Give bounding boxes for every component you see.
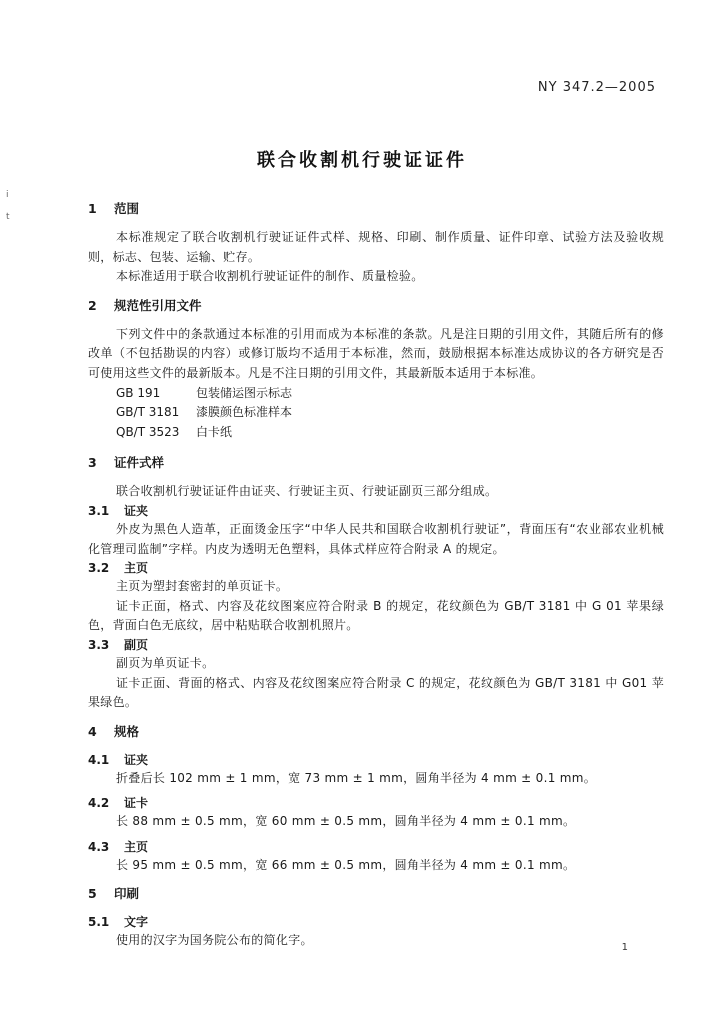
paragraph: 下列文件中的条款通过本标准的引用而成为本标准的条款。凡是注日期的引用文件，其随后所有的修改单（不包括勘误的内容）或修订版均不适用于本标准，然而，鼓励根据本标准达成协议的各方研究是否可使用这些文件的最新版本。凡是不注日期的引用文件，其最新版本适用于本标准。 xyxy=(88,326,664,380)
subsection-number: 5.1 xyxy=(88,915,110,930)
section-number: 4 xyxy=(88,723,97,739)
margin-mark: i xyxy=(6,190,9,200)
subsection-number: 4.1 xyxy=(88,752,110,767)
subsection-number: 4.2 xyxy=(88,796,110,811)
page-number: 1 xyxy=(621,942,628,953)
section-title: 证件式样 xyxy=(114,455,165,471)
paragraph: 长 88 mm ± 0.5 mm，宽 60 mm ± 0.5 mm，圆角半径为 4 mm ± 0.1 mm。 xyxy=(116,814,576,829)
section-number: 3 xyxy=(88,455,97,471)
section-number: 2 xyxy=(88,297,97,313)
section-number: 5 xyxy=(88,886,97,902)
subsection-title: 文字 xyxy=(124,915,149,930)
section-heading-2 xyxy=(88,297,664,315)
standard-code: NY 347.2—2005 xyxy=(537,80,656,95)
reference-item xyxy=(88,423,664,443)
subsection-title: 主页 xyxy=(124,561,149,576)
reference-name: 包装储运图示标志 xyxy=(196,385,293,400)
subsection-heading-4-1 xyxy=(88,751,664,769)
paragraph: 本标准规定了联合收割机行驶证证件式样、规格、印刷、制作质量、证件印章、试验方法及验收规则，标志、包装、运输、贮存。 xyxy=(88,230,664,264)
paragraph: 折叠后长 102 mm ± 1 mm，宽 73 mm ± 1 mm，圆角半径为 4 mm ± 0.1 mm。 xyxy=(116,770,597,785)
paragraph: 证卡正面、背面的格式、内容及花纹图案应符合附录 C 的规定，花纹颜色为 GB/T 3181 中 G01 苹果绿色。 xyxy=(88,675,664,710)
subsection-number: 3.1 xyxy=(88,503,110,518)
section-number: 1 xyxy=(88,201,97,216)
reference-name: 漆膜颜色标准样本 xyxy=(196,405,293,420)
subsection-title: 证卡 xyxy=(124,796,149,811)
subsection-title: 证夹 xyxy=(124,752,149,767)
paragraph: 联合收割机行驶证证件由证夹、行驶证主页、行驶证副页三部分组成。 xyxy=(116,484,498,499)
reference-item xyxy=(88,384,664,404)
paragraph: 证卡正面，格式、内容及花纹图案应符合附录 B 的规定，花纹颜色为 GB/T 3181 中 G 01 苹果绿色，背面白色无底纹，居中粘贴联合收割机照片。 xyxy=(88,598,664,633)
section-heading-1 xyxy=(88,200,664,218)
section-heading-3 xyxy=(88,454,664,472)
paragraph: 副页为单页证卡。 xyxy=(116,655,215,670)
subsection-heading-5-1 xyxy=(88,913,664,931)
subsection-title: 主页 xyxy=(124,839,149,854)
subsection-heading-3-3 xyxy=(88,636,664,654)
reference-code: QB/T 3523 xyxy=(116,424,180,439)
subsection-heading-3-2 xyxy=(88,559,664,577)
section-heading-4 xyxy=(88,723,664,741)
margin-mark: t xyxy=(6,212,10,222)
section-heading-5 xyxy=(88,885,664,903)
reference-code: GB 191 xyxy=(116,385,161,400)
subsection-heading-4-3 xyxy=(88,838,664,856)
reference-code: GB/T 3181 xyxy=(116,405,180,420)
section-title: 印刷 xyxy=(114,886,140,902)
paragraph: 使用的汉字为国务院公布的简化字。 xyxy=(116,933,313,948)
paragraph: 长 95 mm ± 0.5 mm，宽 66 mm ± 0.5 mm，圆角半径为 4 mm ± 0.1 mm。 xyxy=(116,857,576,872)
paragraph: 本标准适用于联合收割机行驶证证件的制作、质量检验。 xyxy=(116,269,424,284)
reference-item xyxy=(88,403,664,423)
subsection-number: 3.3 xyxy=(88,637,110,652)
section-title: 规范性引用文件 xyxy=(114,297,202,313)
subsection-heading-3-1 xyxy=(88,502,664,520)
section-title: 规格 xyxy=(114,723,140,739)
subsection-title: 证夹 xyxy=(124,503,149,518)
subsection-number: 4.3 xyxy=(88,839,110,854)
document-title: 联合收割机行驶证证件 xyxy=(257,150,467,171)
subsection-heading-4-2 xyxy=(88,794,664,812)
paragraph: 主页为塑封套密封的单页证卡。 xyxy=(116,579,289,594)
subsection-title: 副页 xyxy=(124,637,149,652)
subsection-number: 3.2 xyxy=(88,561,110,576)
paragraph: 外皮为黑色人造革，正面烫金压字“中华人民共和国联合收割机行驶证”，背面压有“农业部农业机械化管理司监制”字样。内皮为透明无色塑料，具体式样应符合附录 A 的规定。 xyxy=(88,521,664,556)
section-title: 范围 xyxy=(114,201,140,216)
reference-name: 白卡纸 xyxy=(196,424,233,439)
document-body xyxy=(88,200,664,951)
